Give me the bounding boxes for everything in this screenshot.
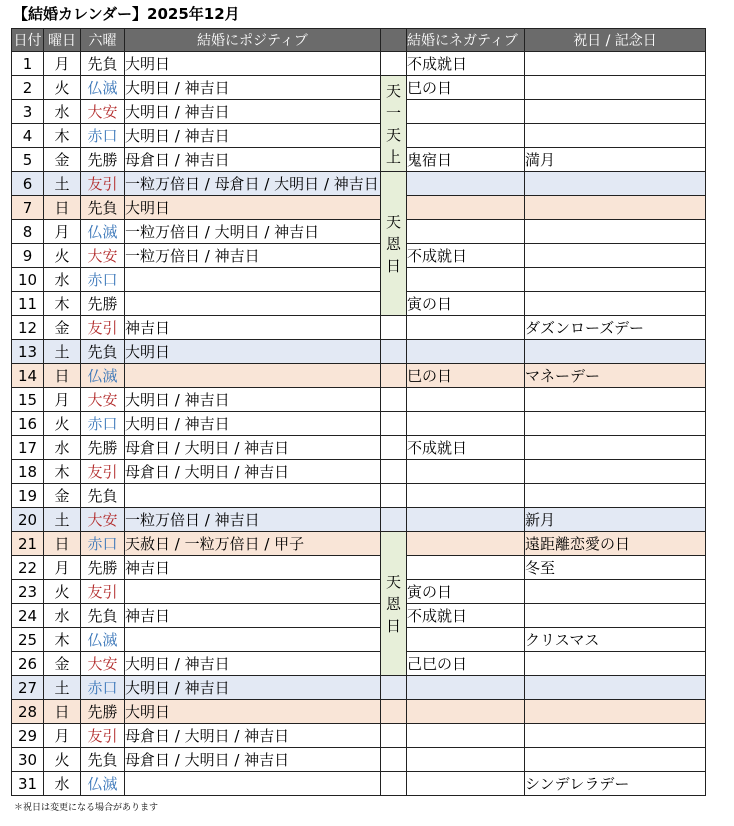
positive-cell: [125, 268, 381, 292]
negative-cell: [407, 100, 525, 124]
positive-cell: 一粒万倍日 / 神吉日: [125, 508, 381, 532]
holiday-cell: [525, 604, 706, 628]
table-row: [12, 364, 706, 388]
table-row: [12, 52, 706, 76]
holiday-cell: [525, 196, 706, 220]
table-row: [12, 484, 706, 508]
header-rokuyo: 六曜: [81, 29, 125, 52]
weekday-cell: 木: [44, 292, 81, 316]
weekday-cell: 木: [44, 460, 81, 484]
weekday-cell: 水: [44, 100, 81, 124]
special-period-char: 天: [385, 125, 401, 144]
weekday-cell: 土: [44, 676, 81, 700]
negative-cell: 巳の日: [407, 364, 525, 388]
table-row: [12, 172, 706, 196]
positive-cell: 母倉日 / 大明日 / 神吉日: [125, 724, 381, 748]
positive-cell: 神吉日: [125, 604, 381, 628]
rokuyo-cell: 赤口: [81, 412, 125, 436]
date-cell: 26: [12, 652, 44, 676]
date-cell: 17: [12, 436, 44, 460]
table-row: [12, 772, 706, 796]
special-period-char: 日: [385, 256, 401, 275]
date-cell: 6: [12, 172, 44, 196]
holiday-cell: [525, 244, 706, 268]
date-cell: 9: [12, 244, 44, 268]
holiday-cell: [525, 100, 706, 124]
positive-cell: 大明日 / 神吉日: [125, 76, 381, 100]
weekday-cell: 金: [44, 484, 81, 508]
header-date: 日付: [12, 29, 44, 52]
holiday-cell: [525, 124, 706, 148]
weekday-cell: 金: [44, 652, 81, 676]
date-cell: 18: [12, 460, 44, 484]
positive-cell: 大明日 / 神吉日: [125, 652, 381, 676]
rokuyo-cell: 大安: [81, 100, 125, 124]
negative-cell: 巳の日: [407, 76, 525, 100]
negative-cell: 不成就日: [407, 52, 525, 76]
date-cell: 23: [12, 580, 44, 604]
special-period-char: 天: [385, 572, 401, 591]
positive-cell: [125, 484, 381, 508]
weekday-cell: 水: [44, 436, 81, 460]
table-row: [12, 412, 706, 436]
date-cell: 22: [12, 556, 44, 580]
special-empty-cell: [381, 52, 407, 76]
holiday-cell: 満月: [525, 148, 706, 172]
weekday-cell: 火: [44, 748, 81, 772]
special-period-char: 一: [385, 103, 401, 122]
weekday-cell: 月: [44, 52, 81, 76]
rokuyo-cell: 大安: [81, 388, 125, 412]
table-row: [12, 748, 706, 772]
negative-cell: [407, 196, 525, 220]
rokuyo-cell: 赤口: [81, 676, 125, 700]
negative-cell: [407, 340, 525, 364]
special-period-char: 恩: [385, 594, 401, 613]
positive-cell: 母倉日 / 大明日 / 神吉日: [125, 436, 381, 460]
table-row: [12, 268, 706, 292]
weekday-cell: 火: [44, 244, 81, 268]
date-cell: 11: [12, 292, 44, 316]
holiday-cell: [525, 172, 706, 196]
weekday-cell: 日: [44, 364, 81, 388]
negative-cell: 己巳の日: [407, 652, 525, 676]
holiday-cell: 新月: [525, 508, 706, 532]
date-cell: 21: [12, 532, 44, 556]
positive-cell: 母倉日 / 大明日 / 神吉日: [125, 748, 381, 772]
negative-cell: [407, 628, 525, 652]
table-row: [12, 628, 706, 652]
positive-cell: 大明日: [125, 340, 381, 364]
table-row: [12, 724, 706, 748]
table-row: [12, 652, 706, 676]
table-row: [12, 532, 706, 556]
positive-cell: [125, 292, 381, 316]
table-row: [12, 148, 706, 172]
negative-cell: [407, 268, 525, 292]
special-period-cell: [381, 172, 407, 316]
rokuyo-cell: 赤口: [81, 532, 125, 556]
positive-cell: 大明日: [125, 196, 381, 220]
negative-cell: [407, 412, 525, 436]
negative-cell: [407, 316, 525, 340]
holiday-cell: [525, 484, 706, 508]
holiday-cell: シンデレラデー: [525, 772, 706, 796]
special-empty-cell: [381, 388, 407, 412]
rokuyo-cell: 友引: [81, 460, 125, 484]
special-empty-cell: [381, 700, 407, 724]
rokuyo-cell: 先負: [81, 196, 125, 220]
date-cell: 1: [12, 52, 44, 76]
table-row: [12, 76, 706, 100]
table-row: [12, 124, 706, 148]
special-period-char: 天: [385, 81, 401, 100]
positive-cell: 大明日: [125, 52, 381, 76]
special-empty-cell: [381, 676, 407, 700]
rokuyo-cell: 先勝: [81, 700, 125, 724]
date-cell: 5: [12, 148, 44, 172]
weekday-cell: 水: [44, 604, 81, 628]
table-row: [12, 244, 706, 268]
table-row: [12, 292, 706, 316]
special-period-char: 日: [385, 616, 401, 635]
negative-cell: [407, 772, 525, 796]
positive-cell: 一粒万倍日 / 母倉日 / 大明日 / 神吉日: [125, 172, 381, 196]
special-empty-cell: [381, 484, 407, 508]
special-empty-cell: [381, 436, 407, 460]
date-cell: 7: [12, 196, 44, 220]
holiday-cell: [525, 436, 706, 460]
table-row: [12, 700, 706, 724]
table-row: [12, 508, 706, 532]
date-cell: 20: [12, 508, 44, 532]
negative-cell: 鬼宿日: [407, 148, 525, 172]
holiday-cell: [525, 52, 706, 76]
weekday-cell: 月: [44, 556, 81, 580]
date-cell: 10: [12, 268, 44, 292]
holiday-cell: [525, 340, 706, 364]
negative-cell: 寅の日: [407, 580, 525, 604]
date-cell: 13: [12, 340, 44, 364]
weekday-cell: 木: [44, 124, 81, 148]
holiday-cell: [525, 580, 706, 604]
holiday-cell: [525, 676, 706, 700]
date-cell: 25: [12, 628, 44, 652]
positive-cell: 大明日 / 神吉日: [125, 388, 381, 412]
special-empty-cell: [381, 316, 407, 340]
special-period-char: 恩: [385, 234, 401, 253]
holiday-cell: クリスマス: [525, 628, 706, 652]
rokuyo-cell: 先負: [81, 52, 125, 76]
table-row: [12, 676, 706, 700]
holiday-cell: [525, 700, 706, 724]
weekday-cell: 水: [44, 268, 81, 292]
weekday-cell: 月: [44, 220, 81, 244]
negative-cell: 不成就日: [407, 604, 525, 628]
holiday-cell: [525, 76, 706, 100]
special-empty-cell: [381, 340, 407, 364]
rokuyo-cell: 友引: [81, 724, 125, 748]
footnote: ＊祝日は変更になる場合があります: [14, 803, 159, 813]
date-cell: 15: [12, 388, 44, 412]
holiday-cell: [525, 220, 706, 244]
negative-cell: [407, 508, 525, 532]
weekday-cell: 金: [44, 148, 81, 172]
positive-cell: 大明日 / 神吉日: [125, 124, 381, 148]
negative-cell: [407, 700, 525, 724]
holiday-cell: [525, 388, 706, 412]
rokuyo-cell: 仏滅: [81, 364, 125, 388]
rokuyo-cell: 仏滅: [81, 220, 125, 244]
special-period-char: 上: [385, 147, 401, 166]
holiday-cell: ダズンローズデー: [525, 316, 706, 340]
positive-cell: 一粒万倍日 / 大明日 / 神吉日: [125, 220, 381, 244]
negative-cell: [407, 748, 525, 772]
rokuyo-cell: 赤口: [81, 268, 125, 292]
header-special: [381, 29, 407, 52]
special-empty-cell: [381, 748, 407, 772]
date-cell: 28: [12, 700, 44, 724]
positive-cell: 母倉日 / 大明日 / 神吉日: [125, 460, 381, 484]
weekday-cell: 日: [44, 700, 81, 724]
holiday-cell: 冬至: [525, 556, 706, 580]
special-period-char: 天: [385, 212, 401, 231]
rokuyo-cell: 先勝: [81, 148, 125, 172]
negative-cell: [407, 532, 525, 556]
weekday-cell: 火: [44, 580, 81, 604]
positive-cell: 大明日 / 神吉日: [125, 100, 381, 124]
table-row: [12, 604, 706, 628]
date-cell: 30: [12, 748, 44, 772]
negative-cell: 寅の日: [407, 292, 525, 316]
special-empty-cell: [381, 412, 407, 436]
holiday-cell: 遠距離恋愛の日: [525, 532, 706, 556]
negative-cell: 不成就日: [407, 436, 525, 460]
table-row: [12, 196, 706, 220]
holiday-cell: [525, 748, 706, 772]
rokuyo-cell: 仏滅: [81, 628, 125, 652]
calendar-body: [12, 52, 706, 796]
holiday-cell: [525, 292, 706, 316]
date-cell: 24: [12, 604, 44, 628]
table-row: [12, 316, 706, 340]
negative-cell: [407, 460, 525, 484]
weekday-cell: 日: [44, 196, 81, 220]
negative-cell: [407, 556, 525, 580]
positive-cell: 大明日 / 神吉日: [125, 412, 381, 436]
weekday-cell: 金: [44, 316, 81, 340]
rokuyo-cell: 先負: [81, 604, 125, 628]
rokuyo-cell: 先勝: [81, 436, 125, 460]
positive-cell: [125, 628, 381, 652]
negative-cell: [407, 220, 525, 244]
date-cell: 27: [12, 676, 44, 700]
rokuyo-cell: 先負: [81, 748, 125, 772]
rokuyo-cell: 先負: [81, 484, 125, 508]
table-row: [12, 436, 706, 460]
negative-cell: 不成就日: [407, 244, 525, 268]
weekday-cell: 土: [44, 340, 81, 364]
calendar-table: [11, 28, 706, 796]
special-empty-cell: [381, 724, 407, 748]
header-row: [12, 29, 706, 52]
table-row: [12, 580, 706, 604]
positive-cell: 神吉日: [125, 316, 381, 340]
positive-cell: 神吉日: [125, 556, 381, 580]
date-cell: 14: [12, 364, 44, 388]
weekday-cell: 土: [44, 172, 81, 196]
special-empty-cell: [381, 772, 407, 796]
negative-cell: [407, 484, 525, 508]
date-cell: 29: [12, 724, 44, 748]
header-holiday: 祝日 / 記念日: [525, 29, 706, 52]
positive-cell: [125, 772, 381, 796]
table-row: [12, 340, 706, 364]
positive-cell: [125, 580, 381, 604]
rokuyo-cell: 先負: [81, 340, 125, 364]
holiday-cell: [525, 724, 706, 748]
rokuyo-cell: 赤口: [81, 124, 125, 148]
header-negative: 結婚にネガティブ: [407, 29, 525, 52]
weekday-cell: 木: [44, 628, 81, 652]
date-cell: 19: [12, 484, 44, 508]
holiday-cell: [525, 652, 706, 676]
rokuyo-cell: 大安: [81, 652, 125, 676]
table-row: [12, 220, 706, 244]
negative-cell: [407, 676, 525, 700]
date-cell: 8: [12, 220, 44, 244]
positive-cell: 大明日: [125, 700, 381, 724]
table-row: [12, 388, 706, 412]
positive-cell: 一粒万倍日 / 神吉日: [125, 244, 381, 268]
date-cell: 16: [12, 412, 44, 436]
rokuyo-cell: 友引: [81, 172, 125, 196]
holiday-cell: マネーデー: [525, 364, 706, 388]
date-cell: 4: [12, 124, 44, 148]
negative-cell: [407, 172, 525, 196]
holiday-cell: [525, 412, 706, 436]
weekday-cell: 水: [44, 772, 81, 796]
special-period-cell: [381, 532, 407, 676]
weekday-cell: 火: [44, 76, 81, 100]
weekday-cell: 日: [44, 532, 81, 556]
date-cell: 3: [12, 100, 44, 124]
holiday-cell: [525, 460, 706, 484]
positive-cell: 大明日 / 神吉日: [125, 676, 381, 700]
weekday-cell: 月: [44, 724, 81, 748]
special-period-cell: [381, 76, 407, 172]
table-row: [12, 460, 706, 484]
special-empty-cell: [381, 364, 407, 388]
table-row: [12, 556, 706, 580]
header-weekday: 曜日: [44, 29, 81, 52]
rokuyo-cell: 仏滅: [81, 772, 125, 796]
positive-cell: 母倉日 / 神吉日: [125, 148, 381, 172]
rokuyo-cell: 先勝: [81, 292, 125, 316]
page-title: 【結婚カレンダー】2025年12月: [13, 5, 240, 23]
header-positive: 結婚にポジティブ: [125, 29, 381, 52]
date-cell: 12: [12, 316, 44, 340]
rokuyo-cell: 大安: [81, 244, 125, 268]
special-empty-cell: [381, 460, 407, 484]
weekday-cell: 火: [44, 412, 81, 436]
rokuyo-cell: 仏滅: [81, 76, 125, 100]
rokuyo-cell: 先勝: [81, 556, 125, 580]
weekday-cell: 月: [44, 388, 81, 412]
positive-cell: 天赦日 / 一粒万倍日 / 甲子: [125, 532, 381, 556]
rokuyo-cell: 友引: [81, 580, 125, 604]
date-cell: 2: [12, 76, 44, 100]
positive-cell: [125, 364, 381, 388]
holiday-cell: [525, 268, 706, 292]
rokuyo-cell: 友引: [81, 316, 125, 340]
weekday-cell: 土: [44, 508, 81, 532]
negative-cell: [407, 124, 525, 148]
special-empty-cell: [381, 508, 407, 532]
negative-cell: [407, 388, 525, 412]
table-row: [12, 100, 706, 124]
negative-cell: [407, 724, 525, 748]
rokuyo-cell: 大安: [81, 508, 125, 532]
date-cell: 31: [12, 772, 44, 796]
